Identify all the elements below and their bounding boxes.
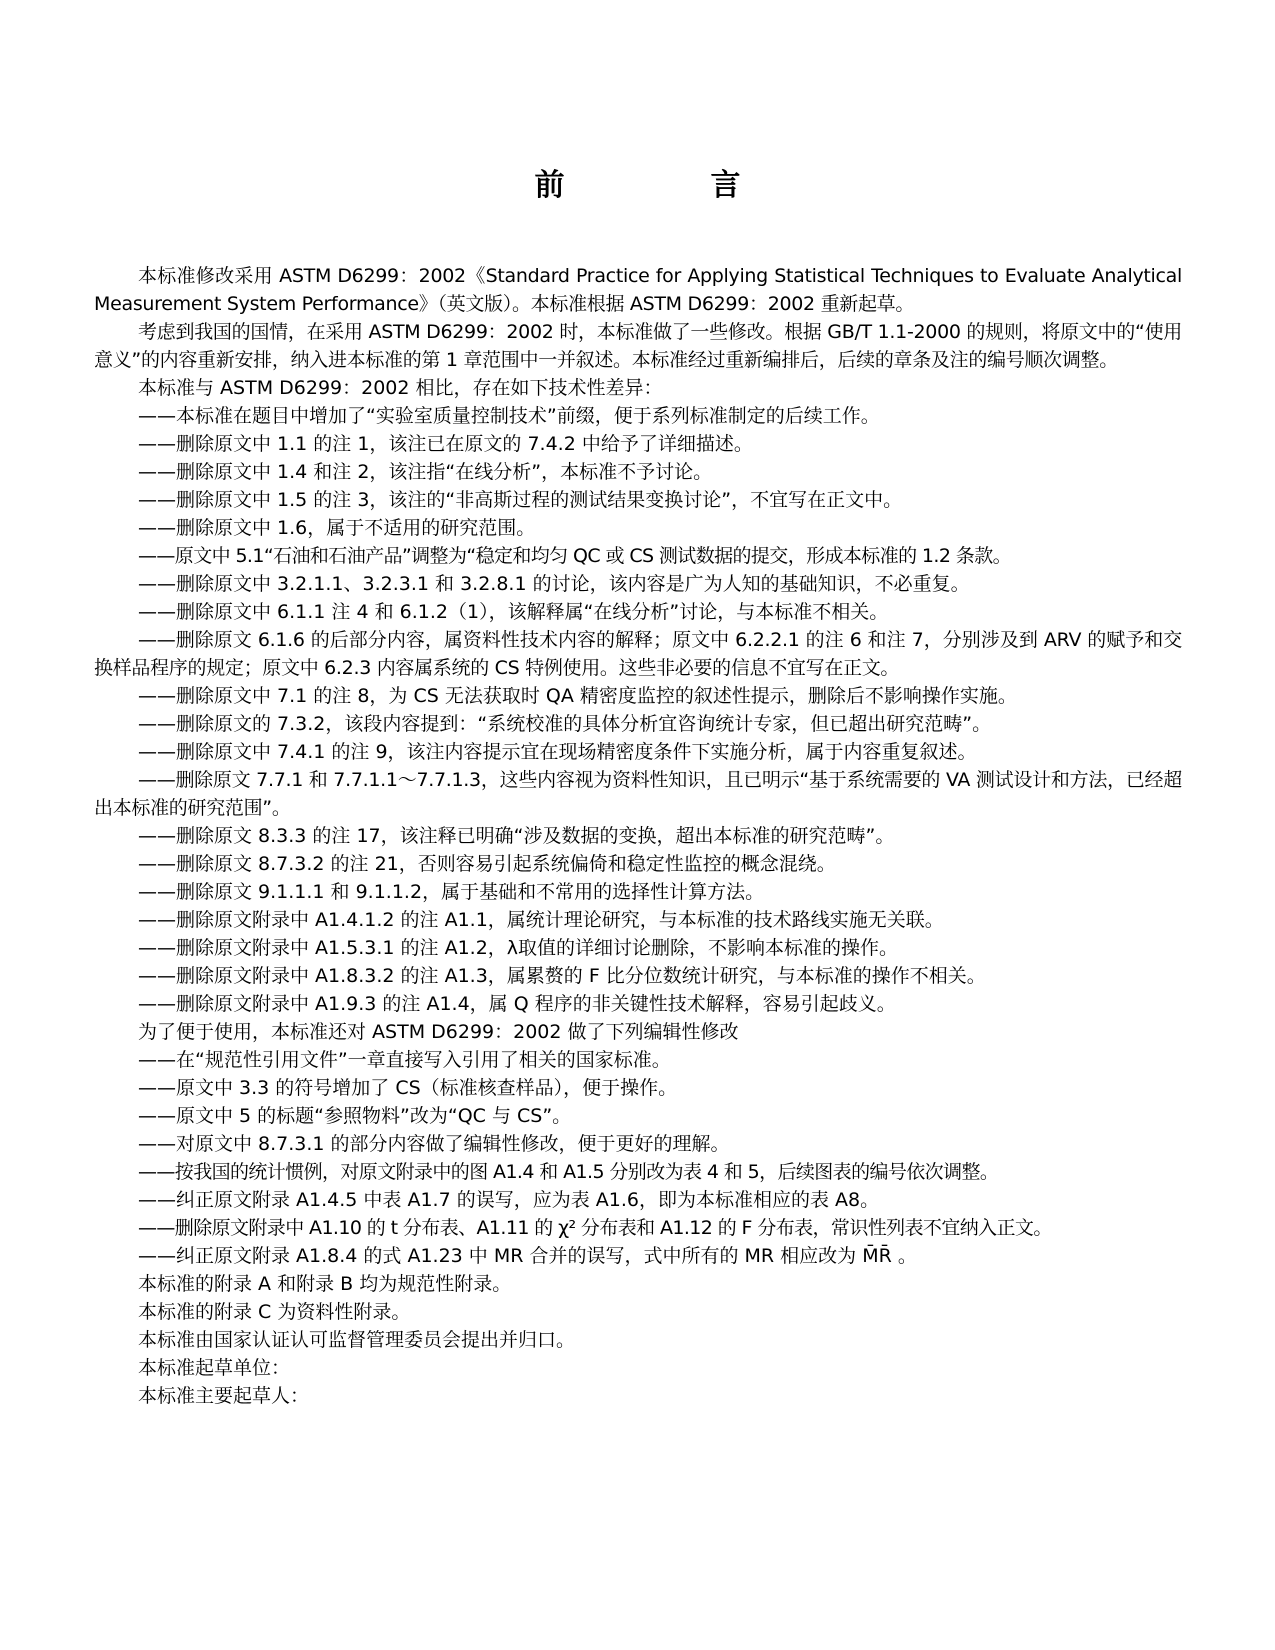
difference-item: ——删除原文中 1.6，属于不适用的研究范围。 — [138, 517, 536, 539]
difference-item: ——删除原文的 7.3.2，该段内容提到：“系统校准的具体分析宜咨询统计专家，但已超出研究范畴”。 — [138, 713, 992, 735]
editorial-item: ——原文中 5 的标题“参照物料”改为“QC 与 CS”。 — [138, 1105, 572, 1127]
paragraph-adoption: 本标准修改采用 ASTM D6299：2002《Standard Practice for Applying Statistical Techniques to Evaluate Analytical Measurement System Performance》（英文版）。本标准根据 ASTM D6299：2002 重新起草。 — [94, 265, 1182, 315]
paragraph-differences-intro: 本标准与 ASTM D6299：2002 相比，存在如下技术性差异： — [138, 377, 663, 399]
difference-item: ——删除原文中 1.5 的注 3，该注的“非高斯过程的测试结果变换讨论”，不宜写在正文中。 — [138, 489, 903, 511]
difference-item: ——删除原文附录中 A1.9.3 的注 A1.4，属 Q 程序的非关键性技术解释，容易引起歧义。 — [138, 993, 896, 1015]
difference-item: ——删除原文中 1.1 的注 1，该注已在原文的 7.4.2 中给予了详细描述。 — [138, 433, 753, 455]
editorial-item: ——按我国的统计惯例，对原文附录中的图 A1.4 和 A1.5 分别改为表 4 和 5，后续图表的编号依次调整。 — [138, 1161, 999, 1183]
paragraph-editorial-intro: 为了便于使用，本标准还对 ASTM D6299：2002 做了下列编辑性修改 — [138, 1021, 739, 1043]
difference-item: ——本标准在题目中增加了“实验室质量控制技术”前缀，便于系列标准制定的后续工作。 — [138, 405, 880, 427]
difference-item: ——删除原文 7.7.1 和 7.7.1.1～7.7.1.3，这些内容视为资料性知识，且已明示“基于系统需要的 VA 测试设计和方法，已经超出本标准的研究范围”。 — [94, 769, 1182, 819]
difference-item: ——删除原文中 7.1 的注 8，为 CS 无法获取时 QA 精密度监控的叙述性提示，删除后不影响操作实施。 — [138, 685, 1017, 707]
difference-item: ——删除原文 8.3.3 的注 17，该注释已明确“涉及数据的变换，超出本标准的研究范畴”。 — [138, 825, 895, 847]
paragraph-annex-informative: 本标准的附录 C 为资料性附录。 — [138, 1301, 411, 1323]
difference-item: ——删除原文附录中 A1.4.1.2 的注 A1.1，属统计理论研究，与本标准的技术路线实施无关联。 — [138, 909, 944, 931]
paragraph-drafting-unit: 本标准起草单位： — [138, 1357, 291, 1379]
editorial-item: ——原文中 3.3 的符号增加了 CS（标准核查样品），便于操作。 — [138, 1077, 678, 1099]
difference-item: ——删除原文附录中 A1.8.3.2 的注 A1.3，属累赘的 F 比分位数统计研究，与本标准的操作不相关。 — [138, 965, 986, 987]
difference-item: ——删除原文 6.1.6 的后部分内容，属资料性技术内容的解释；原文中 6.2.2.1 的注 6 和注 7，分别涉及到 ARV 的赋予和交换样品程序的规定；原文中 6.2.3 内容属系统的 CS 特例使用。这些非必要的信息不宜写在正文。 — [94, 629, 1182, 679]
page-title: 前 言 — [534, 168, 799, 203]
difference-item: ——删除原文 8.7.3.2 的注 21，否则容易引起系统偏倚和稳定性监控的概念混绕。 — [138, 853, 836, 875]
difference-item: ——删除原文中 7.4.1 的注 9，该注内容提示宜在现场精密度条件下实施分析，属于内容重复叙述。 — [138, 741, 977, 763]
difference-item: ——删除原文中 1.4 和注 2，该注指“在线分析”，本标准不予讨论。 — [138, 461, 713, 483]
editorial-item: ——纠正原文附录 A1.4.5 中表 A1.7 的误写，应为表 A1.6，即为本标准相应的表 A8。 — [138, 1189, 880, 1211]
paragraph-drafters: 本标准主要起草人： — [138, 1385, 310, 1407]
editorial-item: ——删除原文附录中 A1.10 的 t 分布表、A1.11 的 χ² 分布表和 A1.12 的 F 分布表，常识性列表不宜纳入正文。 — [138, 1217, 1052, 1239]
editorial-item: ——纠正原文附录 A1.8.4 的式 A1.23 中 MR 合并的误写，式中所有的 MR 相应改为 M̄R̄ 。 — [138, 1245, 917, 1267]
editorial-item: ——在“规范性引用文件”一章直接写入引用了相关的国家标准。 — [138, 1049, 671, 1071]
paragraph-modification: 考虑到我国的国情，在采用 ASTM D6299：2002 时，本标准做了一些修改。根据 GB/T 1.1-2000 的规则，将原文中的“使用意义”的内容重新安排，纳入进本标准的第 1 章范围中一并叙述。本标准经过重新编排后，后续的章条及注的编号顺次调整。 — [94, 321, 1182, 371]
difference-item: ——删除原文附录中 A1.5.3.1 的注 A1.2，λ取值的详细讨论删除，不影响本标准的操作。 — [138, 937, 899, 959]
difference-item: ——删除原文中 3.2.1.1、3.2.3.1 和 3.2.8.1 的讨论，该内容是广为人知的基础知识，不必重复。 — [138, 573, 970, 595]
paragraph-annex-normative: 本标准的附录 A 和附录 B 均为规范性附录。 — [138, 1273, 512, 1295]
foreword-body — [94, 262, 1182, 1410]
difference-item: ——删除原文 9.1.1.1 和 9.1.1.2，属于基础和不常用的选择性计算方法。 — [138, 881, 765, 903]
editorial-item: ——对原文中 8.7.3.1 的部分内容做了编辑性修改，便于更好的理解。 — [138, 1133, 730, 1155]
difference-item: ——删除原文中 6.1.1 注 4 和 6.1.2（1），该解释属“在线分析”讨论，与本标准不相关。 — [138, 601, 889, 623]
difference-item: ——原文中 5.1“石油和石油产品”调整为“稳定和均匀 QC 或 CS 测试数据的提交，形成本标准的 1.2 条款。 — [138, 545, 1011, 567]
paragraph-proposer: 本标准由国家认证认可监督管理委员会提出并归口。 — [138, 1329, 576, 1351]
